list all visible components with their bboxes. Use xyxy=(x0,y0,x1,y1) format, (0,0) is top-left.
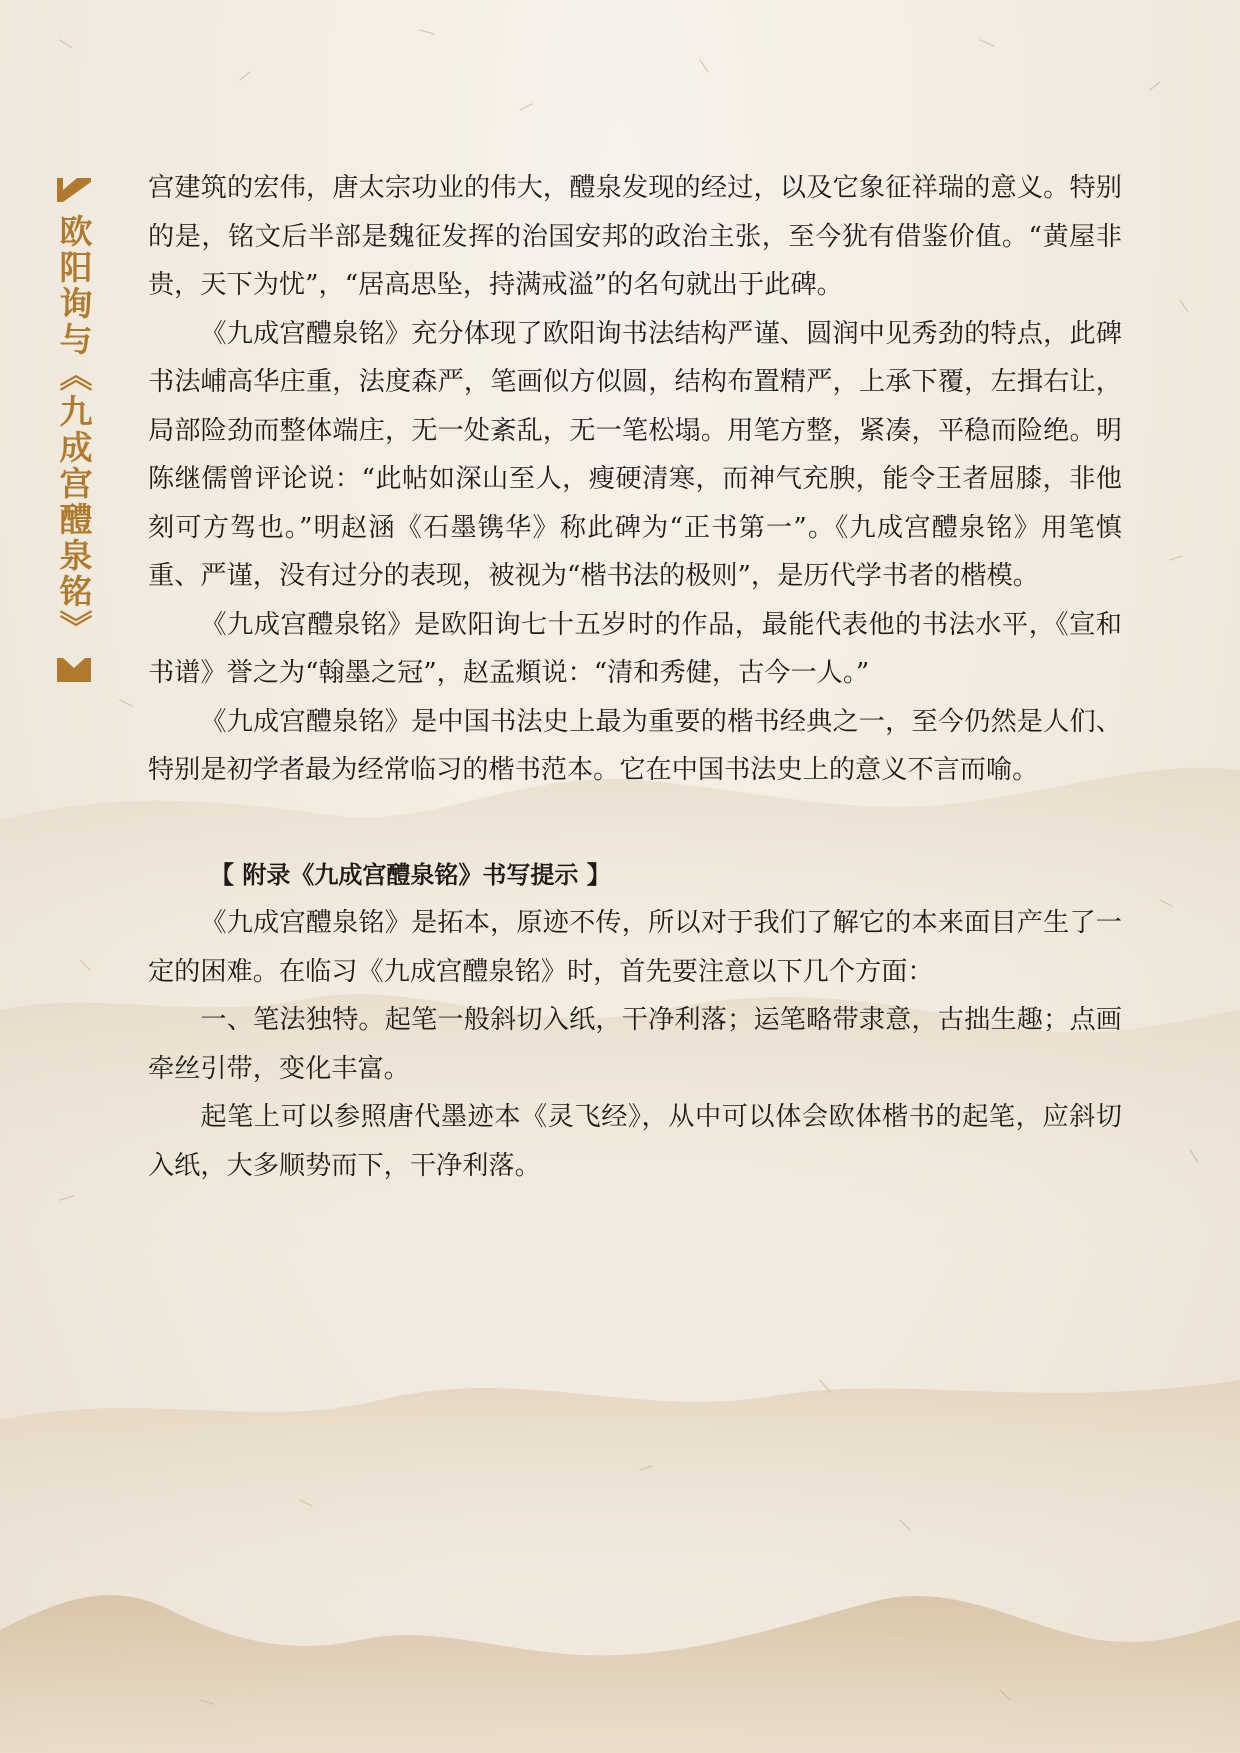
bracket-top-icon xyxy=(57,178,91,202)
paragraph: 《九成宫醴泉铭》是欧阳询七十五岁时的作品，最能代表他的书法水平，《宣和书谱》誉之为“翰墨之冠”，赵孟頫说：“清和秀健，古今一人。” xyxy=(148,609,1122,688)
paragraph: 《九成宫醴泉铭》充分体现了欧阳询书法结构严谨、圆润中见秀劲的特点，此碑书法峬高华庄重，法度森严，笔画似方似圆，结构布置精严，上承下覆，左揖右让，局部险劲而整体端庄，无一处紊乱，无一笔松塌。用笔方整，紧凑，平稳而险绝。明陈继儒曾评论说：“此帖如深山至人，瘦硬清寒，而神气充腴，能令王者屈膝，非他刻可方驾也。”明赵涵《石墨镌华》称此碑为“正书第一”。《九成宫醴泉铭》用笔慎重、严谨，没有过分的表现，被视为“楷书法的极则”，是历代学书者的楷模。 xyxy=(148,318,1122,591)
appendix-paragraph: 起笔上可以参照唐代墨迹本《灵飞经》，从中可以体会欧体楷书的起笔，应斜切入纸，大多顺势而下，干净利落。 xyxy=(148,1102,1122,1181)
appendix-heading: 【 附录《九成宫醴泉铭》书写提示 】 xyxy=(210,860,611,889)
body-text xyxy=(148,164,1122,1190)
bracket-bottom-icon xyxy=(57,658,91,682)
appendix-paragraph: 一、笔法独特。起笔一般斜切入纸，干净利落；运笔略带隶意，古拙生趣；点画牵丝引带，变化丰富。 xyxy=(148,1005,1122,1084)
section-spacer xyxy=(148,795,1122,843)
running-title xyxy=(52,178,96,682)
paragraph: 《九成宫醴泉铭》是中国书法史上最为重要的楷书经典之一，至今仍然是人们、特别是初学者最为经常临习的楷书范本。它在中国书法史上的意义不言而喻。 xyxy=(148,706,1122,785)
paragraph-continued: 宫建筑的宏伟，唐太宗功业的伟大，醴泉发现的经过，以及它象征祥瑞的意义。特别的是，铭文后半部是魏征发挥的治国安邦的政治主张，至今犹有借鉴价值。“黄屋非贵，天下为忧”，“居高思坠，持满戒溢”的名句就出于此碑。 xyxy=(148,173,1122,300)
appendix-paragraph: 《九成宫醴泉铭》是拓本，原迹不传，所以对于我们了解它的本来面目产生了一定的困难。在临习《九成宫醴泉铭》时，首先要注意以下几个方面： xyxy=(148,908,1122,987)
running-title-text: 欧阳询与《九成宫醴泉铭》 xyxy=(54,214,94,646)
